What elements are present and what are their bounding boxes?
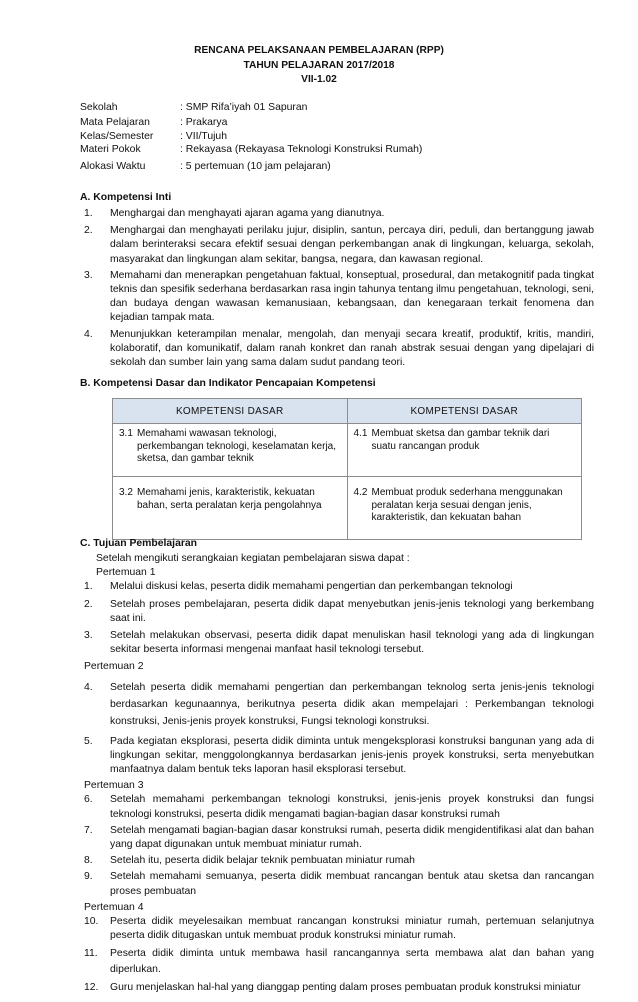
table-row — [113, 424, 582, 477]
section-a-title: A. Kompetensi Inti — [80, 192, 172, 203]
section-b-title: B. Kompetensi Dasar dan Indikator Pencapaian Kompetensi — [80, 378, 376, 389]
document-code: VII-1.02 — [301, 74, 337, 85]
table-cell: 3.1 Memahami wawasan teknologi, perkembangan teknologi, keselamatan kerja, sketsa, dan gambar teknik — [113, 424, 348, 477]
list-item: 9. Setelah memahami semuanya, peserta didik membuat rancangan bentuk atau sketsa dan rancangan proses pembuatan — [84, 871, 594, 897]
document-header — [0, 44, 638, 88]
info-row: Materi Pokok : Rekayasa (Rekayasa Teknologi Konstruksi Rumah) — [80, 143, 423, 155]
list-item: 8. Setelah itu, peserta didik belajar teknik pembuatan miniatur rumah — [84, 855, 415, 867]
info-row: Sekolah : SMP Rifa’iyah 01 Sapuran — [80, 102, 308, 113]
meeting-heading: Pertemuan 2 — [84, 661, 144, 673]
table-row — [113, 477, 582, 540]
meeting-heading: Pertemuan 4 — [84, 901, 144, 913]
list-item: 6. Setelah memahami perkembangan teknologi konstruksi, jenis-jenis proyek konstruksi dan fungsi teknologi konstruksi, peserta didik mengamati bagian-bagian dasar konstruksi rumah — [84, 794, 594, 820]
list-item: 1. Menghargai dan menghayati ajaran agama yang dianutnya. — [84, 208, 385, 219]
info-row: Mata Pelajaran : Prakarya — [80, 116, 228, 128]
meeting-heading: Pertemuan 1 — [96, 567, 156, 579]
list-item: 10. Peserta didik meyelesaikan membuat rancangan konstruksi miniatur rumah, pertemuan selanjutnya peserta didik ditugaskan untuk membuat produk konstruksi miniatur rumah. — [84, 916, 594, 942]
identity-block — [80, 101, 560, 175]
table-header-row — [113, 399, 582, 424]
document-year: TAHUN PELAJARAN 2017/2018 — [243, 59, 395, 71]
list-item: 7. Setelah mengamati bagian-bagian dasar konstruksi rumah, peserta didik mengidentifikasi alat dan bahan yang dapat digunakan untuk membuat miniatur rumah. — [84, 824, 594, 851]
info-row: Alokasi Waktu : 5 pertemuan (10 jam pelajaran) — [80, 161, 331, 173]
list-item: 3. Setelah melakukan observasi, peserta didik dapat menuliskan hasil teknologi yang ada di lingkungan sekitar beserta informasi mengenai manfaat hasil teknologi tersebut. — [84, 630, 594, 656]
competency-table — [112, 398, 582, 540]
info-row: Kelas/Semester : VII/Tujuh — [80, 131, 227, 143]
list-item: 3. Memahami dan menerapkan pengetahuan faktual, konseptual, prosedural, dan metakognitif pada tingkat teknis dan spesifik sederhana berdasarkan rasa ingin tahunya tentang ilmu pengetahuan, teknologi, seni, dan budaya dengan wawasan kemanusiaan, kebangsaan, dan kenegaraan terkait fenomena dan kejadian tampak mata. — [84, 269, 594, 324]
list-item: 4. Menunjukkan keterampilan menalar, mengolah, dan menyaji secara kreatif, produktif, kritis, mandiri, kolaboratif, dan komunikatif, dalam ranah konkret dan ranah abstrak sesuai dengan yang dipelajari di sekolah dan sumber lain yang sama dalam sudut pandang teori. — [84, 328, 594, 369]
document-title: RENCANA PELAKSANAAN PEMBELAJARAN (RPP) — [194, 45, 444, 56]
section-c-intro: Setelah mengikuti serangkaian kegiatan pembelajaran siswa dapat : — [96, 553, 410, 564]
list-item: 2. Setelah proses pembelajaran, peserta didik dapat menyebutkan jenis-jenis teknologi yang berkembang saat ini. — [84, 598, 594, 624]
table-header-cell: KOMPETENSI DASAR — [113, 399, 348, 424]
table-cell: 4.2 Membuat produk sederhana menggunakan peralatan kerja sesuai dengan jenis, karakteristik, dan kekuatan bahan — [347, 477, 582, 540]
section-a-list — [84, 207, 594, 370]
list-item: 11. Peserta didik diminta untuk membawa hasil rancangannya serta membawa alat dan bahan yang diperlukan. — [84, 948, 594, 976]
list-item: 2. Menghargai dan menghayati perilaku jujur, disiplin, santun, percaya diri, peduli, dan bertanggung jawab dalam berinteraksi secara efektif sesuai dengan perkembangan anak di lingkungan, keluarga, sekolah, masyarakat dan lingkungan alam sekitar, bangsa, negara, dan kawasan regional. — [84, 225, 594, 265]
list-item: 12. Guru menjelaskan hal-hal yang dianggap penting dalam proses pembuatan produk konstruksi miniatur — [84, 982, 581, 994]
meeting-heading: Pertemuan 3 — [84, 780, 144, 792]
table-cell: 3.2 Memahami jenis, karakteristik, kekuatan bahan, serta peralatan kerja pengolahnya — [113, 477, 348, 540]
list-item: 5. Pada kegiatan eksplorasi, peserta didik diminta untuk mengeksplorasi konstruksi bangunan yang ada di lingkungan sekitar, menggolongkannya berdasarkan jenis-jenis proyek konstruksi, serta menyebutkan manfaatnya dalam bentuk teks laporan hasil eksplorasi tersebut. — [84, 735, 594, 776]
table-header-cell: KOMPETENSI DASAR — [347, 399, 582, 424]
section-c-title: C. Tujuan Pembelajaran — [80, 538, 198, 549]
section-c-body — [84, 552, 594, 996]
table-cell: 4.1 Membuat sketsa dan gambar teknik dari suatu rancangan produk — [347, 424, 582, 477]
list-item: 4. Setelah peserta didik memahami pengertian dan perkembangan teknolog serta jenis-jenis teknologi berdasarkan kegunaannya, berikutnya peserta didik akan mempelajari : Perkembangan teknologi konstruksi, Jenis-jenis proyek konstruksi, Fungsi teknologi konstruksi. — [84, 681, 594, 727]
list-item: 1. Melalui diskusi kelas, peserta didik memahami pengertian dan perkembangan teknologi — [84, 581, 513, 593]
